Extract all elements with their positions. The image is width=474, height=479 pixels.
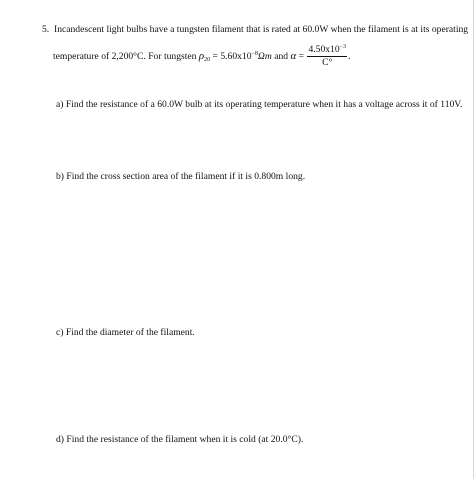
end-period: .	[348, 51, 351, 63]
rho-symbol: ρ	[198, 50, 205, 63]
part-c-question: c) Find the diameter of the filament.	[56, 327, 195, 338]
alpha-fraction	[307, 42, 347, 68]
alpha-denominator: C°	[322, 57, 333, 68]
question-number: 5.	[42, 24, 50, 35]
question-line-2	[53, 44, 350, 70]
alpha-numerator	[307, 42, 347, 57]
alpha-numerator-value: 4.50x10	[308, 44, 340, 55]
question-intro-text: Incandescent light bulbs have a tungsten filament that is rated at 60.0W when the filament is at its operating	[54, 24, 469, 35]
part-b-question: b) Find the cross section area of the filament if it is 0.800m long.	[56, 171, 306, 182]
alpha-numerator-exponent: −3	[339, 44, 347, 50]
question-temperature-text: temperature of 2,200°C. For tungsten	[53, 51, 199, 63]
rho-value: = 5.60x10	[210, 51, 252, 63]
rho-subscript: 20	[204, 57, 211, 64]
part-d-question: d) Find the resistance of the filament when it is cold (at 20.0°C).	[56, 434, 304, 445]
alpha-equals: =	[296, 51, 307, 63]
part-a-question: a) Find the resistance of a 60.0W bulb at its operating temperature when it has a voltage across it of 110V.	[56, 99, 463, 110]
rho-unit: Ωm	[257, 51, 272, 63]
question-line-1	[42, 24, 468, 36]
rho-exponent: −8	[251, 51, 258, 58]
alpha-symbol: α	[290, 50, 297, 63]
and-text: and	[271, 51, 291, 63]
